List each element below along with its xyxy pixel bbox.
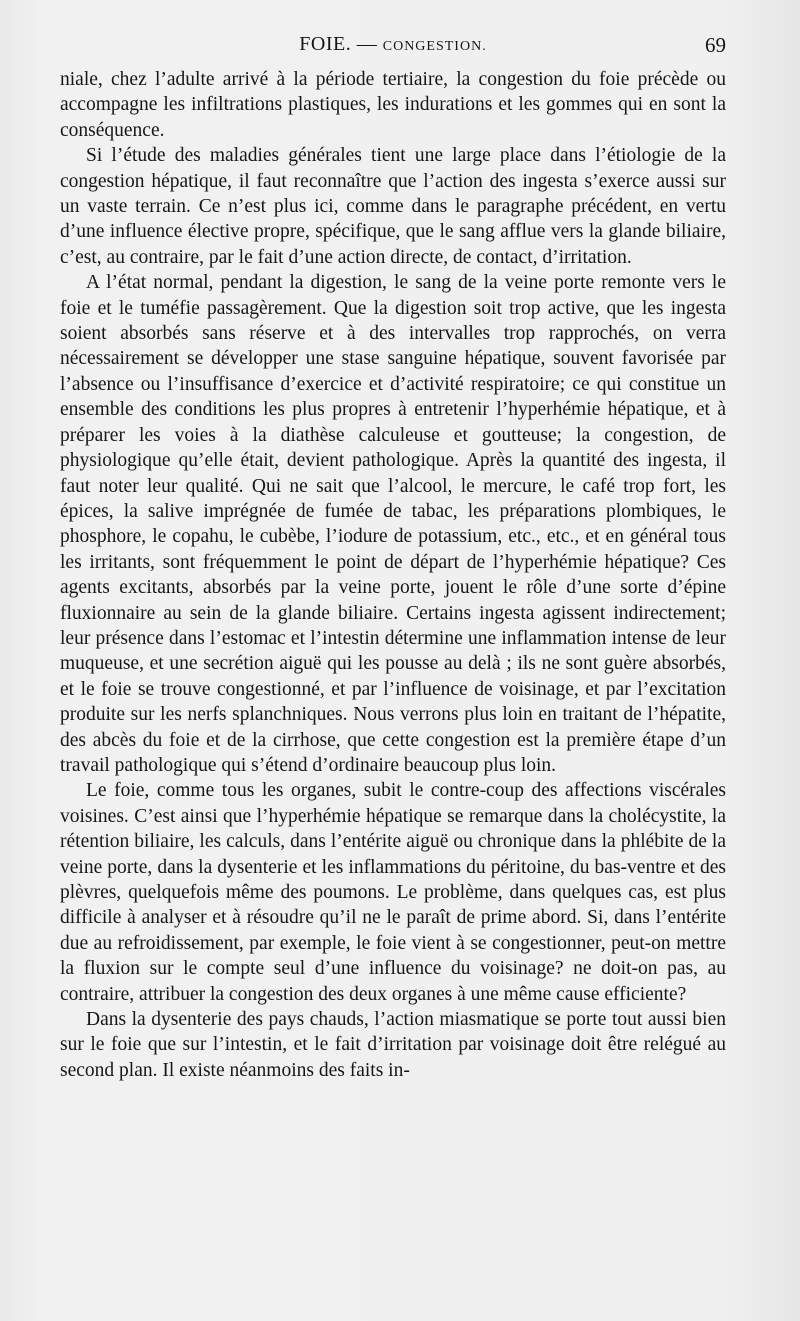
running-title-main: FOIE. — xyxy=(299,33,383,55)
running-title xyxy=(60,33,726,56)
running-title-small-caps: CONGESTION. xyxy=(382,39,487,54)
paragraph-2: Si l’étude des maladies générales tient une large place dans l’étiologie de la congestion hépatique, il faut reconnaître que l’action des ingesta s’exerce aussi sur un vaste terrain. Ce n’est plus ici, comme dans le paragraphe précédent, en vertu d’une influence élective propre, spécifique, que le sang afflue vers la glande biliaire, c’est, au contraire, par le fait d’une action directe, de contact, d’irritation. xyxy=(60,145,726,268)
paragraph-3: A l’état normal, pendant la digestion, le sang de la veine porte remonte vers le foie et le tuméfie passagèrement. Que la digestion soit trop active, que les ingesta soient absorbés sans réserve et à des intervalles trop rapprochés, on verra nécessairement se développer une stase sanguine hépatique, souvent favorisée par l’absence ou l’insuffisance d’exercice et d’activité respiratoire; ce qui constitue un ensemble des conditions les plus propres à entretenir l’hyperhémie hépatique, et à préparer les voies à la diathèse calculeuse et goutteuse; la congestion, de physiologique qu’elle était, devient pathologique. Après la quantité des ingesta, il faut noter leur qualité. Qui ne sait que l’alcool, le mercure, le café trop fort, les épices, la salive imprégnée de fumée de tabac, les préparations plombiques, le phosphore, le copahu, le cubèbe, l’iodure de potassium, etc., etc., et en général tous les irritants, sont fréquemment le point de départ de l’hyperhémie hépatique? Ces agents excitants, absorbés par la veine porte, jouent le rôle d’une sorte d’épine fluxionnaire au sein de la glande biliaire. Certains ingesta agissent indirectement; leur présence dans l’estomac et l’intestin détermine une inflammation intense de leur muqueuse, et une secrétion aiguë qui les pousse au delà ; ils ne sont guère absorbés, et le foie se trouve congestionné, et par l’influence de voisinage, et par l’excitation produite sur les nerfs splanchniques. Nous verrons plus loin en traitant de l’hépatite, des abcès du foie et de la cirrhose, que cette congestion est la première étape d’un travail pathologique qui s’étend d’ordinaire beaucoup plus loin. xyxy=(60,272,726,776)
running-header xyxy=(60,33,726,61)
paragraph-4: Le foie, comme tous les organes, subit le contre-coup des affections viscérales voisines. C’est ainsi que l’hyperhémie hépatique se remarque dans la cholécystite, la rétention biliaire, les calculs, dans l’entérite aiguë ou chronique dans la phlébite de la veine porte, dans la dysenterie et les inflammations du péritoine, du bas-ventre et des plèvres, quelquefois même des poumons. Le problème, dans quelques cas, est plus difficile à analyser et à résoudre qu’il ne le paraît de prime abord. Si, dans l’entérite due au refroidissement, par exemple, le foie vient à se congestionner, peut-on mettre la fluxion sur le compte seul d’une influence du voisinage? ne doit-on pas, au contraire, attribuer la congestion des deux organes à une même cause efficiente? xyxy=(60,780,726,1005)
paragraph-5: Dans la dysenterie des pays chauds, l’action miasmatique se porte tout aussi bien sur le foie que sur l’intestin, et le fait d’irritation par voisinage doit être relégué au second plan. Il existe néanmoins des faits in- xyxy=(60,1009,726,1081)
paragraph-1: niale, chez l’adulte arrivé à la période tertiaire, la congestion du foie précède ou accompagne les infiltrations plastiques, les indurations et les gommes qui en sont la conséquence. xyxy=(60,69,726,141)
page-number: 69 xyxy=(705,33,726,57)
body-text xyxy=(60,67,726,1083)
